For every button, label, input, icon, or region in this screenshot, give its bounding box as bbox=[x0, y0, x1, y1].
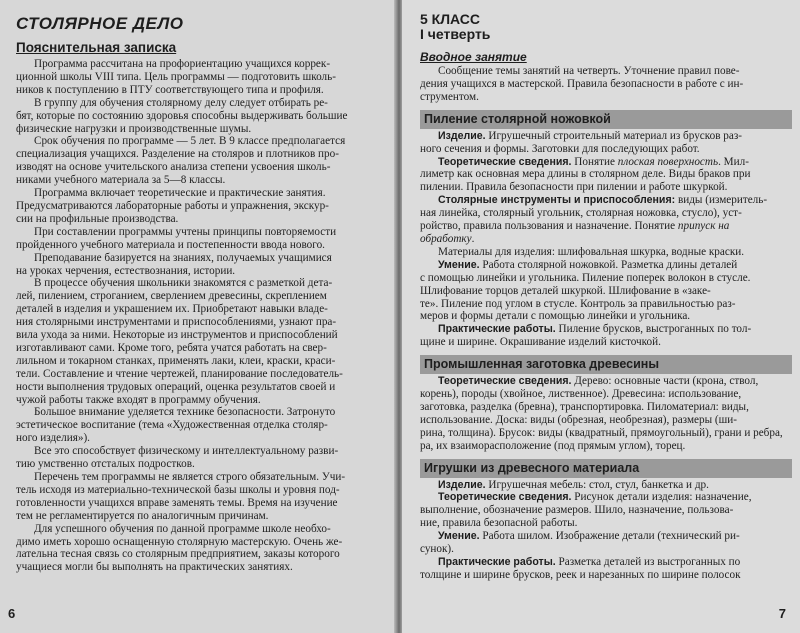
text-line bbox=[420, 310, 792, 323]
text-line bbox=[420, 556, 792, 569]
bold-lead: Изделие. bbox=[438, 478, 486, 491]
bold-lead: Умение. bbox=[438, 530, 480, 543]
text-line bbox=[16, 523, 388, 536]
text-run: . bbox=[471, 232, 475, 245]
text-line bbox=[16, 226, 388, 239]
text-line bbox=[420, 323, 792, 336]
text-line bbox=[16, 187, 388, 200]
text-run: ра, их взаиморасположение (под прямым углом), торец. bbox=[420, 439, 686, 452]
text-line bbox=[16, 316, 388, 329]
text-line bbox=[16, 200, 388, 213]
text-line bbox=[420, 65, 792, 78]
italic-term: обработку bbox=[420, 232, 472, 245]
text-run: сунок). bbox=[420, 543, 454, 556]
section-heading-timber: Промышленная заготовка древесины bbox=[420, 355, 792, 374]
text-run: никами учебного материала за 5—8 классы. bbox=[16, 174, 226, 187]
text-run: ние, правила безопасной работы. bbox=[420, 517, 578, 530]
text-run: бят, которые по состоянию здоровья способны выдерживать большие bbox=[16, 109, 348, 122]
text-line bbox=[16, 342, 388, 355]
text-run: пройденного учебного материала и постепенности ввода нового. bbox=[16, 238, 325, 251]
text-run: щине и ширине. Окрашивание изделий кисточкой. bbox=[420, 336, 661, 349]
section-heading-toys: Игрушки из древесного материала bbox=[420, 459, 792, 478]
text-run: корень), породы (хвойное, лиственное). Древесина: использование, bbox=[420, 388, 742, 401]
text-line bbox=[420, 388, 792, 401]
text-run: лательна тесная связь со столярным предприятием, заказы которого bbox=[16, 548, 340, 561]
text-run: тем не регламентируется по аналогичным причинам. bbox=[16, 509, 269, 522]
text-run: Предусматриваются лабораторные работы и упражнения, экскур- bbox=[16, 199, 329, 212]
text-line bbox=[16, 406, 388, 419]
text-run: При составлении программы учтены принципы повторяемости bbox=[34, 225, 337, 238]
text-line bbox=[420, 336, 792, 349]
text-line bbox=[420, 479, 792, 492]
section-heading-sawing: Пиление столярной ножовкой bbox=[420, 110, 792, 129]
text-run: выполнение, обозначение размеров. Шило, назначение, пользова- bbox=[420, 504, 734, 517]
bold-lead: Практические работы. bbox=[438, 323, 556, 336]
text-run: сии на профильные производства. bbox=[16, 212, 179, 225]
text-run: деталей в изделия и украшением их. Приобретают навыки владе- bbox=[16, 303, 328, 316]
text-run: с помощью линейки и угольника. Пиление поперек волокон в стусле. bbox=[420, 271, 751, 284]
bold-lead: Умение. bbox=[438, 258, 480, 271]
text-run: Большое внимание уделяется технике безопасности. Затронуто bbox=[34, 406, 336, 419]
page-number-right: 7 bbox=[778, 606, 786, 621]
text-run: Рисунок детали изделия: назначение, bbox=[571, 491, 752, 504]
quarter-heading: I четверть bbox=[420, 26, 491, 42]
text-line bbox=[16, 84, 388, 97]
bold-lead: Практические работы. bbox=[438, 556, 556, 568]
text-line bbox=[16, 97, 388, 110]
text-run: Понятие bbox=[571, 155, 618, 168]
sawing-text bbox=[420, 130, 792, 349]
text-line bbox=[16, 161, 388, 174]
text-run: ционной школы VIII типа. Цель программы — подготовить школь- bbox=[16, 70, 336, 83]
text-line bbox=[420, 427, 792, 440]
text-line bbox=[16, 445, 388, 458]
text-line bbox=[420, 130, 792, 143]
text-run: Игрушечная мебель: стол, стул, банкетка и др. bbox=[485, 478, 709, 491]
text-line bbox=[420, 220, 792, 233]
text-line bbox=[16, 329, 388, 342]
text-run: толщине и ширине брусков, реек и нарезанных по ширине полосок bbox=[420, 568, 741, 581]
text-line bbox=[16, 58, 388, 71]
timber-text bbox=[420, 375, 792, 452]
text-line bbox=[420, 569, 792, 582]
text-run: на уроках черчения, естествознания, истории. bbox=[16, 264, 236, 277]
text-line bbox=[420, 375, 792, 388]
text-run: использование. Доска: виды (обрезная, необрезная), размеры (ши- bbox=[420, 413, 737, 426]
text-run: чужой работы также входят в программу обучения. bbox=[16, 393, 261, 406]
text-run: Дерево: основные части (крона, ствол, bbox=[571, 375, 759, 388]
text-run: ния столярными инструментами и приспособлениями, узнают пра- bbox=[16, 316, 337, 329]
text-run: тели. Составление и чтение чертежей, планирование последователь- bbox=[16, 367, 343, 380]
text-line bbox=[16, 561, 388, 574]
text-line bbox=[420, 401, 792, 414]
left-text-body bbox=[16, 58, 388, 574]
text-run: ная линейка, столярный угольник, столярная ножовка, стусло), уст- bbox=[420, 207, 742, 220]
text-line bbox=[16, 123, 388, 136]
text-run: струментом. bbox=[420, 90, 479, 103]
text-line bbox=[16, 536, 388, 549]
text-run: Преподавание базируется на знаниях, получаемых учащимися bbox=[34, 251, 332, 264]
section-title: СТОЛЯРНОЕ ДЕЛО bbox=[16, 14, 184, 33]
text-run: физические нагрузки и производственные шумы. bbox=[16, 122, 252, 135]
text-run: тель исходя из материально-технической базы школы и уровня под- bbox=[16, 483, 340, 496]
text-run: лильном и токарном станках, применять лаки, клеи, краски, краси- bbox=[16, 354, 336, 367]
text-line bbox=[420, 530, 792, 543]
text-run: Все это способствует физическому и интеллектуальному разви- bbox=[34, 445, 339, 458]
text-line bbox=[16, 252, 388, 265]
text-line bbox=[420, 181, 792, 194]
text-line bbox=[420, 156, 792, 169]
text-run: меров и формы детали с помощью линейки и угольника. bbox=[420, 310, 691, 323]
text-run: те». Пиление под углом в стусле. Контроль за правильностью раз- bbox=[420, 297, 736, 310]
text-line bbox=[16, 277, 388, 290]
text-run: пилении. Правила безопасности при пилении и работе шкуркой. bbox=[420, 181, 728, 194]
text-run: готовленности учащихся вправе заменять темы. Время на изучение bbox=[16, 496, 338, 509]
text-line bbox=[16, 484, 388, 497]
text-line bbox=[16, 458, 388, 471]
text-run: Программа рассчитана на профориентацию учащихся коррек- bbox=[34, 58, 331, 70]
italic-term: плоская поверхность bbox=[617, 155, 719, 168]
text-line bbox=[420, 517, 792, 530]
text-run: Игрушечный строительный материал из брусков раз- bbox=[485, 129, 742, 142]
text-run: Для успешного обучения по данной программе школе необхо- bbox=[34, 522, 331, 535]
text-line bbox=[16, 290, 388, 303]
text-run: ности выполнения трудовых операций, оценка результатов своей и bbox=[16, 380, 336, 393]
text-line bbox=[16, 497, 388, 510]
text-run: эстетическое воспитание (тема «Художественная отделка столяр- bbox=[16, 419, 328, 432]
intro-heading: Вводное занятие bbox=[420, 50, 527, 64]
text-run: специализация учащихся. Разделение на столяров и плотников про- bbox=[16, 148, 339, 161]
text-run: ройство, правила пользования и назначение. Понятие bbox=[420, 220, 678, 233]
text-line bbox=[420, 414, 792, 427]
text-run: Срок обучения по программе — 5 лет. В 9 классе предполагается bbox=[34, 135, 346, 148]
text-line bbox=[16, 419, 388, 432]
text-run: В процессе обучения школьники знакомятся с разметкой дета- bbox=[34, 277, 333, 290]
text-line bbox=[16, 303, 388, 316]
text-run: лей, пилением, строганием, сверлением древесины, скреплением bbox=[16, 290, 327, 303]
text-line bbox=[420, 272, 792, 285]
bold-lead: Теоретические сведения. bbox=[438, 375, 572, 388]
text-line bbox=[420, 168, 792, 181]
text-run: изготавливают сами. Кроме того, ребята учатся работать на свер- bbox=[16, 341, 327, 354]
explanatory-note-heading: Пояснительная записка bbox=[16, 40, 177, 55]
text-run: ного изделия»). bbox=[16, 432, 90, 445]
text-run: Работа столярной ножовкой. Разметка длины деталей bbox=[479, 258, 738, 271]
text-line bbox=[16, 148, 388, 161]
text-line bbox=[420, 440, 792, 453]
text-run: Перечень тем программы не является строго обязательным. Учи- bbox=[34, 471, 346, 483]
text-line bbox=[16, 510, 388, 523]
text-run: Сообщение темы занятий на четверть. Уточнение правил пове- bbox=[438, 65, 740, 77]
text-run: дения учащихся в мастерской. Правила безопасности в работе с ин- bbox=[420, 77, 744, 90]
bold-lead: Теоретические сведения. bbox=[438, 155, 572, 168]
text-run: тию умственно отсталых подростков. bbox=[16, 458, 195, 471]
text-line bbox=[16, 135, 388, 148]
text-line bbox=[420, 78, 792, 91]
grade-heading: 5 КЛАСС bbox=[420, 11, 481, 27]
text-run: Пиление брусков, выстроганных по тол- bbox=[555, 323, 752, 336]
toys-text bbox=[420, 479, 792, 582]
text-line bbox=[16, 548, 388, 561]
text-line bbox=[16, 432, 388, 445]
bold-lead: Столярные инструменты и приспособления: bbox=[438, 194, 676, 207]
text-line bbox=[420, 259, 792, 272]
text-line bbox=[16, 394, 388, 407]
text-run: вила ухода за ними. Некоторые из инструментов и приспособлений bbox=[16, 329, 338, 342]
text-line bbox=[16, 471, 388, 484]
bold-lead: Теоретические сведения. bbox=[438, 491, 572, 504]
text-run: ников к поступлению в ПТУ соответствующего типа и профиля. bbox=[16, 83, 324, 96]
text-line bbox=[16, 71, 388, 84]
text-run: лиметр как основная мера длины в столярном деле. Виды браков при bbox=[420, 168, 751, 181]
text-line bbox=[16, 355, 388, 368]
text-line bbox=[420, 298, 792, 311]
text-line bbox=[16, 239, 388, 252]
text-line bbox=[16, 265, 388, 278]
text-line bbox=[420, 285, 792, 298]
text-line bbox=[16, 381, 388, 394]
text-run: Программа включает теоретические и практические занятия. bbox=[34, 187, 326, 200]
text-line bbox=[16, 174, 388, 187]
text-line bbox=[420, 543, 792, 556]
italic-term: припуск на bbox=[677, 220, 730, 233]
text-line bbox=[420, 246, 792, 259]
text-run: виды (измеритель- bbox=[675, 194, 768, 207]
text-line bbox=[16, 368, 388, 381]
text-run: изводят на основе учительского анализа степени усвоения школь- bbox=[16, 161, 331, 174]
text-run: рина, толщина). Брусок: виды (квадратный, прямоугольный), грани и ребра, bbox=[420, 426, 783, 439]
text-run: В группу для обучения столярному делу следует отбирать ре- bbox=[34, 96, 328, 109]
text-run: Шлифование торцов деталей шкуркой. Шлифование в «заке- bbox=[420, 284, 711, 297]
text-line bbox=[420, 491, 792, 504]
text-run: Материалы для изделия: шлифовальная шкурка, водные краски. bbox=[438, 245, 745, 258]
text-line bbox=[420, 143, 792, 156]
text-line bbox=[16, 110, 388, 123]
text-run: учащиеся могли бы выполнять на практических занятиях. bbox=[16, 561, 293, 574]
left-page bbox=[0, 0, 396, 633]
bold-lead: Изделие. bbox=[438, 129, 486, 142]
text-run: . Мил- bbox=[718, 155, 749, 168]
text-run: ного сечения и формы. Заготовки для последующих работ. bbox=[420, 142, 700, 155]
text-run: Разметка деталей из выстроганных по bbox=[555, 556, 741, 568]
text-line bbox=[420, 194, 792, 207]
right-page bbox=[402, 0, 800, 633]
text-line bbox=[16, 213, 388, 226]
text-run: Работа шилом. Изображение детали (технический ри- bbox=[479, 530, 740, 543]
page-number-left: 6 bbox=[8, 606, 16, 621]
text-line bbox=[420, 91, 792, 104]
text-run: заготовка, разделка (бревна), транспортировка. Пиломатериал: виды, bbox=[420, 400, 749, 413]
text-line bbox=[420, 504, 792, 517]
text-line bbox=[420, 233, 792, 246]
text-run: димо иметь хорошо оснащенную столярную мастерскую. Очень же- bbox=[16, 535, 343, 548]
intro-text bbox=[420, 65, 792, 104]
text-line bbox=[420, 207, 792, 220]
